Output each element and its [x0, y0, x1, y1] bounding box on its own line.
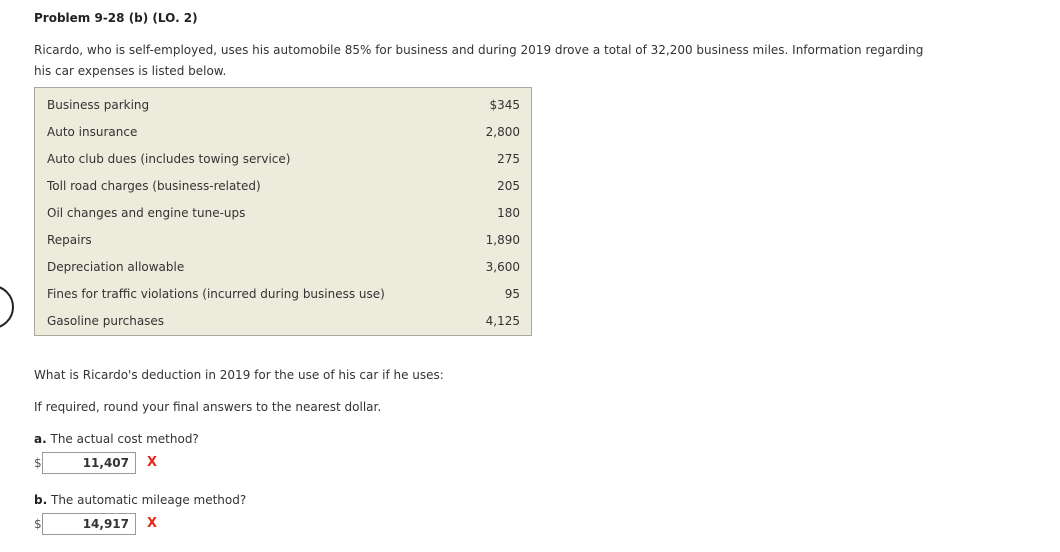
part-a-text: The actual cost method? — [50, 432, 199, 446]
expense-row — [35, 88, 531, 115]
part-b-question — [34, 493, 246, 507]
expense-row — [35, 277, 531, 304]
currency-symbol: $ — [34, 517, 42, 531]
expense-label: Repairs — [47, 233, 92, 247]
expense-label: Auto club dues (includes towing service) — [47, 152, 291, 166]
expense-row — [35, 250, 531, 277]
part-a-letter: a. — [34, 432, 47, 446]
expense-table — [34, 87, 532, 336]
expense-label: Gasoline purchases — [47, 314, 165, 328]
expense-amount: 180 — [497, 206, 520, 220]
expense-amount: 4,125 — [485, 314, 520, 328]
rounding-instruction: If required, round your final answers to the nearest dollar. — [34, 400, 382, 414]
expense-amount: 1,890 — [485, 233, 520, 247]
problem-intro: Ricardo, who is self-employed, uses his automobile 85% for business and during 2019 drove a total of 32,200 business miles. Information regarding his car expenses is listed below. — [34, 43, 924, 78]
expense-amount: 95 — [504, 287, 520, 301]
expense-amount: 2,800 — [485, 125, 520, 139]
expense-row — [35, 142, 531, 169]
part-b-text: The automatic mileage method? — [50, 493, 247, 507]
x-mark-icon: X — [147, 455, 158, 470]
expense-row — [35, 223, 531, 250]
expense-row — [35, 115, 531, 142]
expense-row — [35, 169, 531, 196]
edge-circle-decoration — [0, 285, 14, 329]
expense-amount: $345 — [489, 98, 520, 112]
expense-label: Auto insurance — [47, 125, 138, 139]
expense-row — [35, 304, 531, 331]
expense-label: Toll road charges (business-related) — [47, 179, 261, 193]
expense-row — [35, 196, 531, 223]
expense-label: Business parking — [47, 98, 150, 112]
part-a-answer-input[interactable] — [42, 452, 136, 474]
question-text: What is Ricardo's deduction in 2019 for the use of his car if he uses: — [34, 368, 444, 382]
x-mark-icon: X — [147, 516, 158, 531]
expense-label: Fines for traffic violations (incurred during business use) — [47, 287, 385, 301]
currency-symbol: $ — [34, 456, 42, 470]
expense-label: Oil changes and engine tune-ups — [47, 206, 246, 220]
expense-amount: 205 — [497, 179, 520, 193]
part-b-answer-input[interactable] — [42, 513, 136, 535]
part-b-letter: b. — [34, 493, 48, 507]
expense-amount: 275 — [497, 152, 520, 166]
problem-title: Problem 9-28 (b) (LO. 2) — [34, 11, 198, 25]
part-a-question — [34, 432, 199, 446]
expense-label: Depreciation allowable — [47, 260, 185, 274]
expense-amount: 3,600 — [485, 260, 520, 274]
